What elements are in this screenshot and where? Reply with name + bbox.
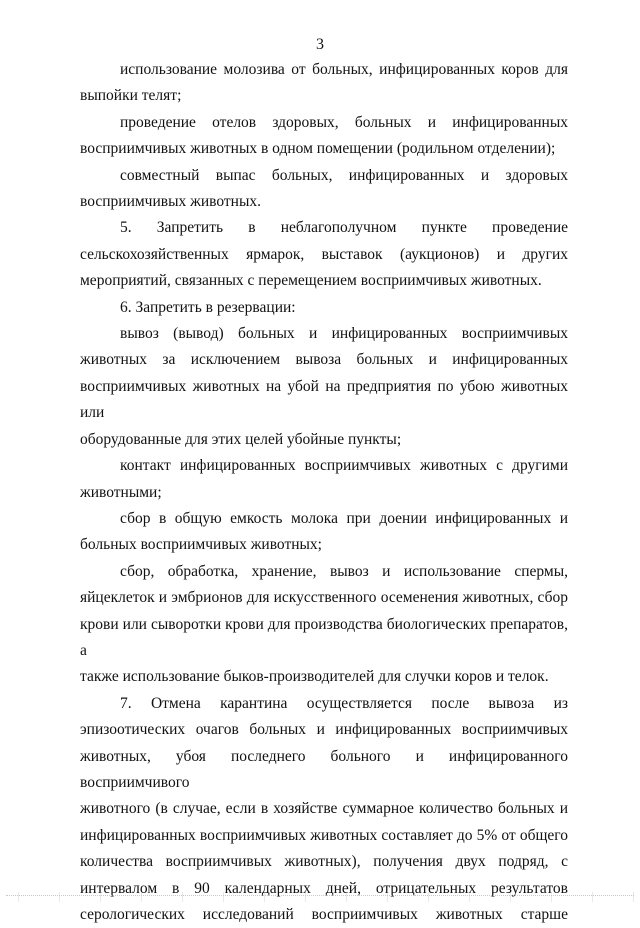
text-line: вывоз (вывод) больных и инфицированных восприимчивых xyxy=(120,325,568,343)
text-line: инфицированных восприимчивых животных составляет до 5% от общего xyxy=(80,826,568,844)
text-line: сельскохозяйственных ярмарок, выставок (аукционов) и других xyxy=(80,245,568,263)
text-line: 5. Запретить в неблагополучном пункте проведение xyxy=(120,219,568,237)
text-line: использование молозива от больных, инфицированных коров для xyxy=(120,61,568,78)
scan-edge-rule xyxy=(6,895,634,896)
text-line: контакт инфицированных восприимчивых животных с другими xyxy=(120,457,568,475)
text-line: 6. Запретить в резервации: xyxy=(120,298,296,316)
text-line: сбор в общую емкость молока при доении инфицированных и xyxy=(120,509,568,527)
text-line: крови или сыворотки крови для производства биологических препаратов, а xyxy=(80,615,568,659)
text-line: интервалом в 90 календарных дней, отрицательных результатов xyxy=(80,879,568,897)
text-line: восприимчивых животных в одном помещении (родильном отделении); xyxy=(80,140,556,158)
scan-edge-specks xyxy=(0,892,640,902)
text-line: серологических исследований восприимчивых животных старше xyxy=(80,906,568,923)
text-line: животными; xyxy=(80,483,162,501)
text-line: восприимчивых животных. xyxy=(80,193,261,211)
text-line: совместный выпас больных, инфицированных и здоровых xyxy=(120,166,568,184)
document-body xyxy=(80,57,568,928)
text-line: количества восприимчивых животных), получения двух подряд, с xyxy=(80,853,568,871)
text-line: эпизоотических очагов больных и инфицированных восприимчивых xyxy=(80,721,568,739)
text-line: животных за исключением вывоза больных и инфицированных xyxy=(80,351,568,369)
text-line: проведение отелов здоровых, больных и инфицированных xyxy=(120,113,568,131)
text-line: мероприятий, связанных с перемещением восприимчивых животных. xyxy=(80,272,542,290)
text-line: сбор, обработка, хранение, вывоз и использование спермы, xyxy=(120,562,568,580)
text-line: также использование быков-производителей для случки коров и телок. xyxy=(80,668,549,686)
page-number: 3 xyxy=(316,36,324,53)
text-line: животных, убоя последнего больного и инфицированного восприимчивого xyxy=(80,747,568,791)
text-line: восприимчивых животных на убой на предприятия по убою животных или xyxy=(80,377,568,422)
text-line: оборудованные для этих целей убойные пункты; xyxy=(80,430,402,448)
text-line: яйцеклеток и эмбрионов для искусственного осеменения животных, сбор xyxy=(80,589,568,607)
text-line: животного (в случае, если в хозяйстве суммарное количество больных и xyxy=(80,800,568,818)
text-line: 7. Отмена карантина осуществляется после вывоза из xyxy=(120,694,568,712)
text-line: больных восприимчивых животных; xyxy=(80,536,322,554)
text-line: выпойки телят; xyxy=(80,87,182,105)
